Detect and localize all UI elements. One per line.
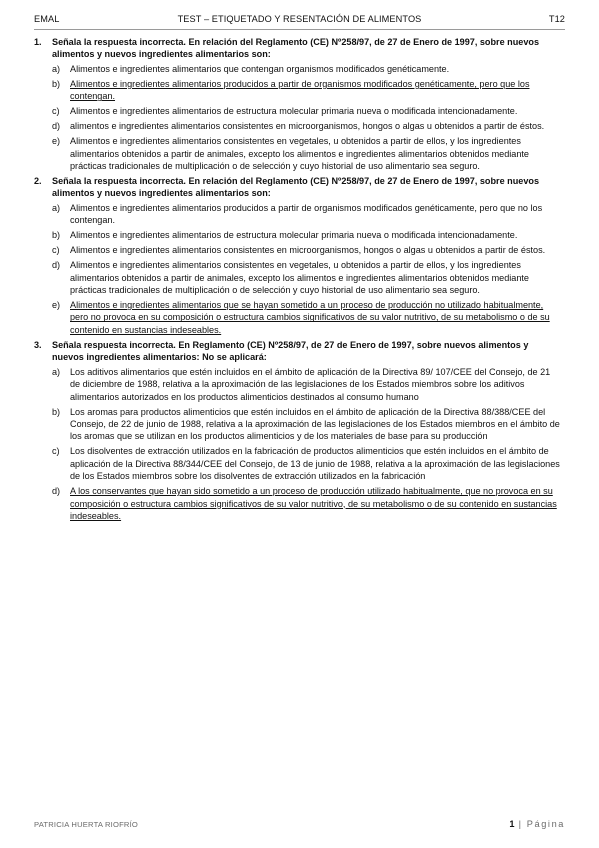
- option-text-answer: Alimentos e ingredientes alimentarios producidos a partir de organismos modificados genéticamente, pero que los contengan.: [70, 78, 530, 102]
- option-a: [52, 202, 562, 227]
- option-a: [52, 366, 562, 403]
- question-text: Señala la respuesta incorrecta. En relación del Reglamento (CE) Nº258/97, de 27 de Enero de 1997, sobre nuevos alimentos y nuevos ingredientes alimentarios son:: [52, 37, 539, 60]
- page-number: 1: [509, 819, 515, 829]
- header-title: TEST – ETIQUETADO Y RESENTACIÓN DE ALIMENTOS: [177, 14, 422, 24]
- page-header: [34, 14, 565, 28]
- header-right-text: T12: [548, 14, 565, 24]
- option-letter: c): [52, 106, 60, 117]
- option-d: [52, 485, 562, 522]
- option-b: [52, 229, 562, 241]
- option-a: [52, 63, 562, 75]
- option-text: Alimentos e ingredientes alimentarios de estructura molecular primaria nueva o modificada intencionadamente.: [70, 106, 518, 117]
- option-letter: a): [52, 202, 61, 213]
- option-text: Alimentos e ingredientes alimentarios consistentes en microorganismos, hongos o algas u obtenidos a partir de éstos.: [70, 245, 546, 256]
- option-text: Alimentos e ingredientes alimentarios consistentes en vegetales, u obtenidos a partir de ellos, y los ingredientes alimentarios obtenidos a partir de animales, excepto los alimentos e ingredientes alimentarios obtenidos mediante prácticas tradicionales de multiplicación o de selección y cuyo historial de uso alimentario sea seguro.: [70, 136, 529, 172]
- option-text: Alimentos e ingredientes alimentarios que contengan organismos modificados genéticamente.: [70, 63, 450, 74]
- options-list: [52, 202, 562, 336]
- question-1: [34, 36, 562, 172]
- option-c: [52, 244, 562, 256]
- page-label: | Página: [518, 819, 565, 829]
- option-letter: d): [52, 260, 61, 271]
- option-letter: d): [52, 486, 61, 497]
- option-letter: e): [52, 300, 61, 311]
- option-text-answer: A los conservantes que hayan sido sometido a un proceso de producción utilizado habitualmente, que no provoca en su composición o estructura cambios significativos de su valor nutritivo, de su metabolismo o de su contenido en sustancias indeseables.: [70, 486, 557, 521]
- option-e: [52, 135, 562, 172]
- option-letter: a): [52, 63, 61, 74]
- question-number: 3.: [34, 339, 42, 350]
- page-indicator: [509, 819, 565, 829]
- option-c: [52, 105, 562, 117]
- option-letter: d): [52, 121, 61, 132]
- option-d: [52, 259, 562, 296]
- option-letter: c): [52, 245, 60, 256]
- option-c: [52, 445, 562, 482]
- option-d: [52, 120, 562, 132]
- header-left-text: EMAL: [34, 14, 60, 24]
- option-text: Los aromas para productos alimenticios que estén incluidos en el ámbito de aplicación de la Directiva 88/388/CEE del Consejo, de 22 de junio de 1988, relativa a la aproximación de las legislaciones de los Estados miembros en el ámbito de los aromas que se utilizan en los productos alimenticios y de los materiales de base para su producción: [70, 406, 560, 442]
- option-letter: b): [52, 406, 61, 417]
- options-list: [52, 366, 562, 523]
- option-text-answer: Alimentos e ingredientes alimentarios que se hayan sometido a un proceso de producción no utilizado habitualmente, pero no provoca en su composición o estructura cambios significativos de su valor nutritivo, de su metabolismo o de su contenido en sustancias indeseables.: [70, 300, 550, 335]
- question-number: 2.: [34, 176, 42, 187]
- question-2: [34, 175, 562, 336]
- question-text: Señala la respuesta incorrecta. En relación del Reglamento (CE) Nº258/97, de 27 de Enero de 1997, sobre nuevos alimentos y nuevos ingredientes alimentarios son:: [52, 176, 539, 199]
- option-b: [52, 406, 562, 443]
- question-text: Señala respuesta incorrecta. En Reglamento (CE) Nº258/97, de 27 de Enero de 1997, sobre nuevos alimentos y nuevos ingredientes alimentarios: No se aplicará:: [52, 339, 529, 363]
- option-letter: e): [52, 136, 61, 147]
- question-3: [34, 339, 562, 522]
- option-b: [52, 78, 562, 103]
- question-number: 1.: [34, 37, 42, 47]
- option-text: Alimentos e ingredientes alimentarios producidos a partir de organismos modificados genéticamente, pero que no los contengan.: [70, 202, 543, 226]
- header-divider: [34, 29, 565, 30]
- option-text: Alimentos e ingredientes alimentarios consistentes en vegetales, u obtenidos a partir de ellos, y los ingredientes alimentarios obtenidos a partir de animales, excepto los alimentos e ingredientes alimentarios obtenidos mediante prácticas tradicionales de multiplicación o de selección y cuyo historial de uso alimentario sea seguro.: [70, 260, 529, 296]
- option-text: alimentos e ingredientes alimentarios consistentes en microorganismos, hongos o algas u obtenidos a partir de éstos.: [70, 121, 545, 132]
- option-letter: b): [52, 78, 61, 89]
- document-body: [34, 36, 562, 525]
- option-text: Los aditivos alimentarios que estén incluidos en el ámbito de aplicación de la Directiva 89/ 107/CEE del Consejo, de 21 de diciembre de 1988, relativa a la aproximación de las legislaciones de los Estados miembros sobre los aditivos alimentarios autorizados en los productos alimenticios destinados al consumo humano: [70, 366, 551, 402]
- option-letter: c): [52, 446, 60, 457]
- page-footer: [34, 820, 565, 832]
- options-list: [52, 63, 562, 173]
- option-text: Los disolventes de extracción utilizados en la fabricación de productos alimenticios que estén incluidos en el ámbito de aplicación de la Directiva 88/344/CEE del Consejo, de 13 de junio de 1988, relativa a la aproximación de las legislaciones de los Estados miembros sobre los disolventes de extracción utilizados en la fabricación: [70, 446, 560, 482]
- footer-author: PATRICIA HUERTA RIOFRÍO: [34, 820, 139, 829]
- option-letter: a): [52, 366, 61, 377]
- option-letter: b): [52, 230, 61, 241]
- option-text: Alimentos e ingredientes alimentarios de estructura molecular primaria nueva o modificada intencionadamente.: [70, 230, 518, 241]
- option-e: [52, 299, 562, 336]
